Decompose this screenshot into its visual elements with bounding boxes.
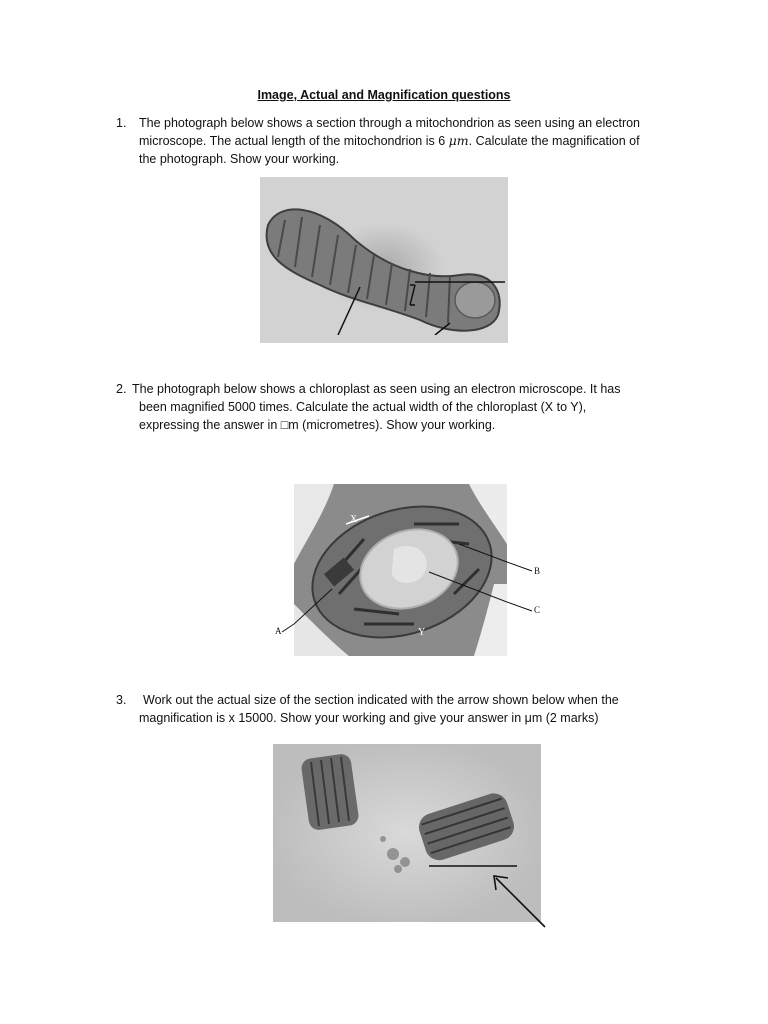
label-y: Y: [418, 627, 426, 638]
question-1: [0, 114, 768, 170]
question-2: [0, 380, 768, 436]
question-number: 2.: [116, 382, 127, 396]
label-a: A: [275, 626, 282, 636]
question-text-line: [139, 132, 640, 150]
label-b: B: [534, 566, 541, 576]
question-number: 1.: [116, 116, 127, 130]
question-text-line: Work out the actual size of the section indicated with the arrow shown below when the: [143, 693, 619, 707]
question-3: [0, 691, 768, 729]
question-text-line: expressing the answer in □m (micrometres). Show your working.: [139, 418, 496, 432]
mitochondrion-micrograph: [260, 177, 508, 343]
question-text-line: been magnified 5000 times. Calculate the actual width of the chloroplast (X to Y),: [139, 400, 587, 414]
question-text-segment: . Calculate the magnification of: [468, 134, 640, 148]
question-text-line: The photograph below shows a chloroplast as seen using an electron microscope. It has: [132, 382, 621, 396]
question-number: 3.: [116, 693, 127, 707]
label-x: X: [350, 514, 358, 525]
unit-symbol: μm: [448, 133, 469, 148]
question-text-line: magnification is x 15000. Show your working and give your answer in μm (2 marks): [139, 711, 599, 725]
question-text-line: the photograph. Show your working.: [139, 152, 340, 166]
question-text-line: The photograph below shows a section through a mitochondrion as seen using an electron: [139, 116, 641, 130]
worksheet-title: Image, Actual and Magnification questions: [257, 88, 511, 102]
chloroplast-external-labels: [270, 555, 560, 640]
label-c: C: [534, 605, 541, 615]
arrow-pointer-icon: [488, 870, 550, 932]
question-text-segment: microscope. The actual length of the mitochondrion is 6: [139, 134, 449, 148]
mitochondrion-drawing: [260, 195, 505, 335]
